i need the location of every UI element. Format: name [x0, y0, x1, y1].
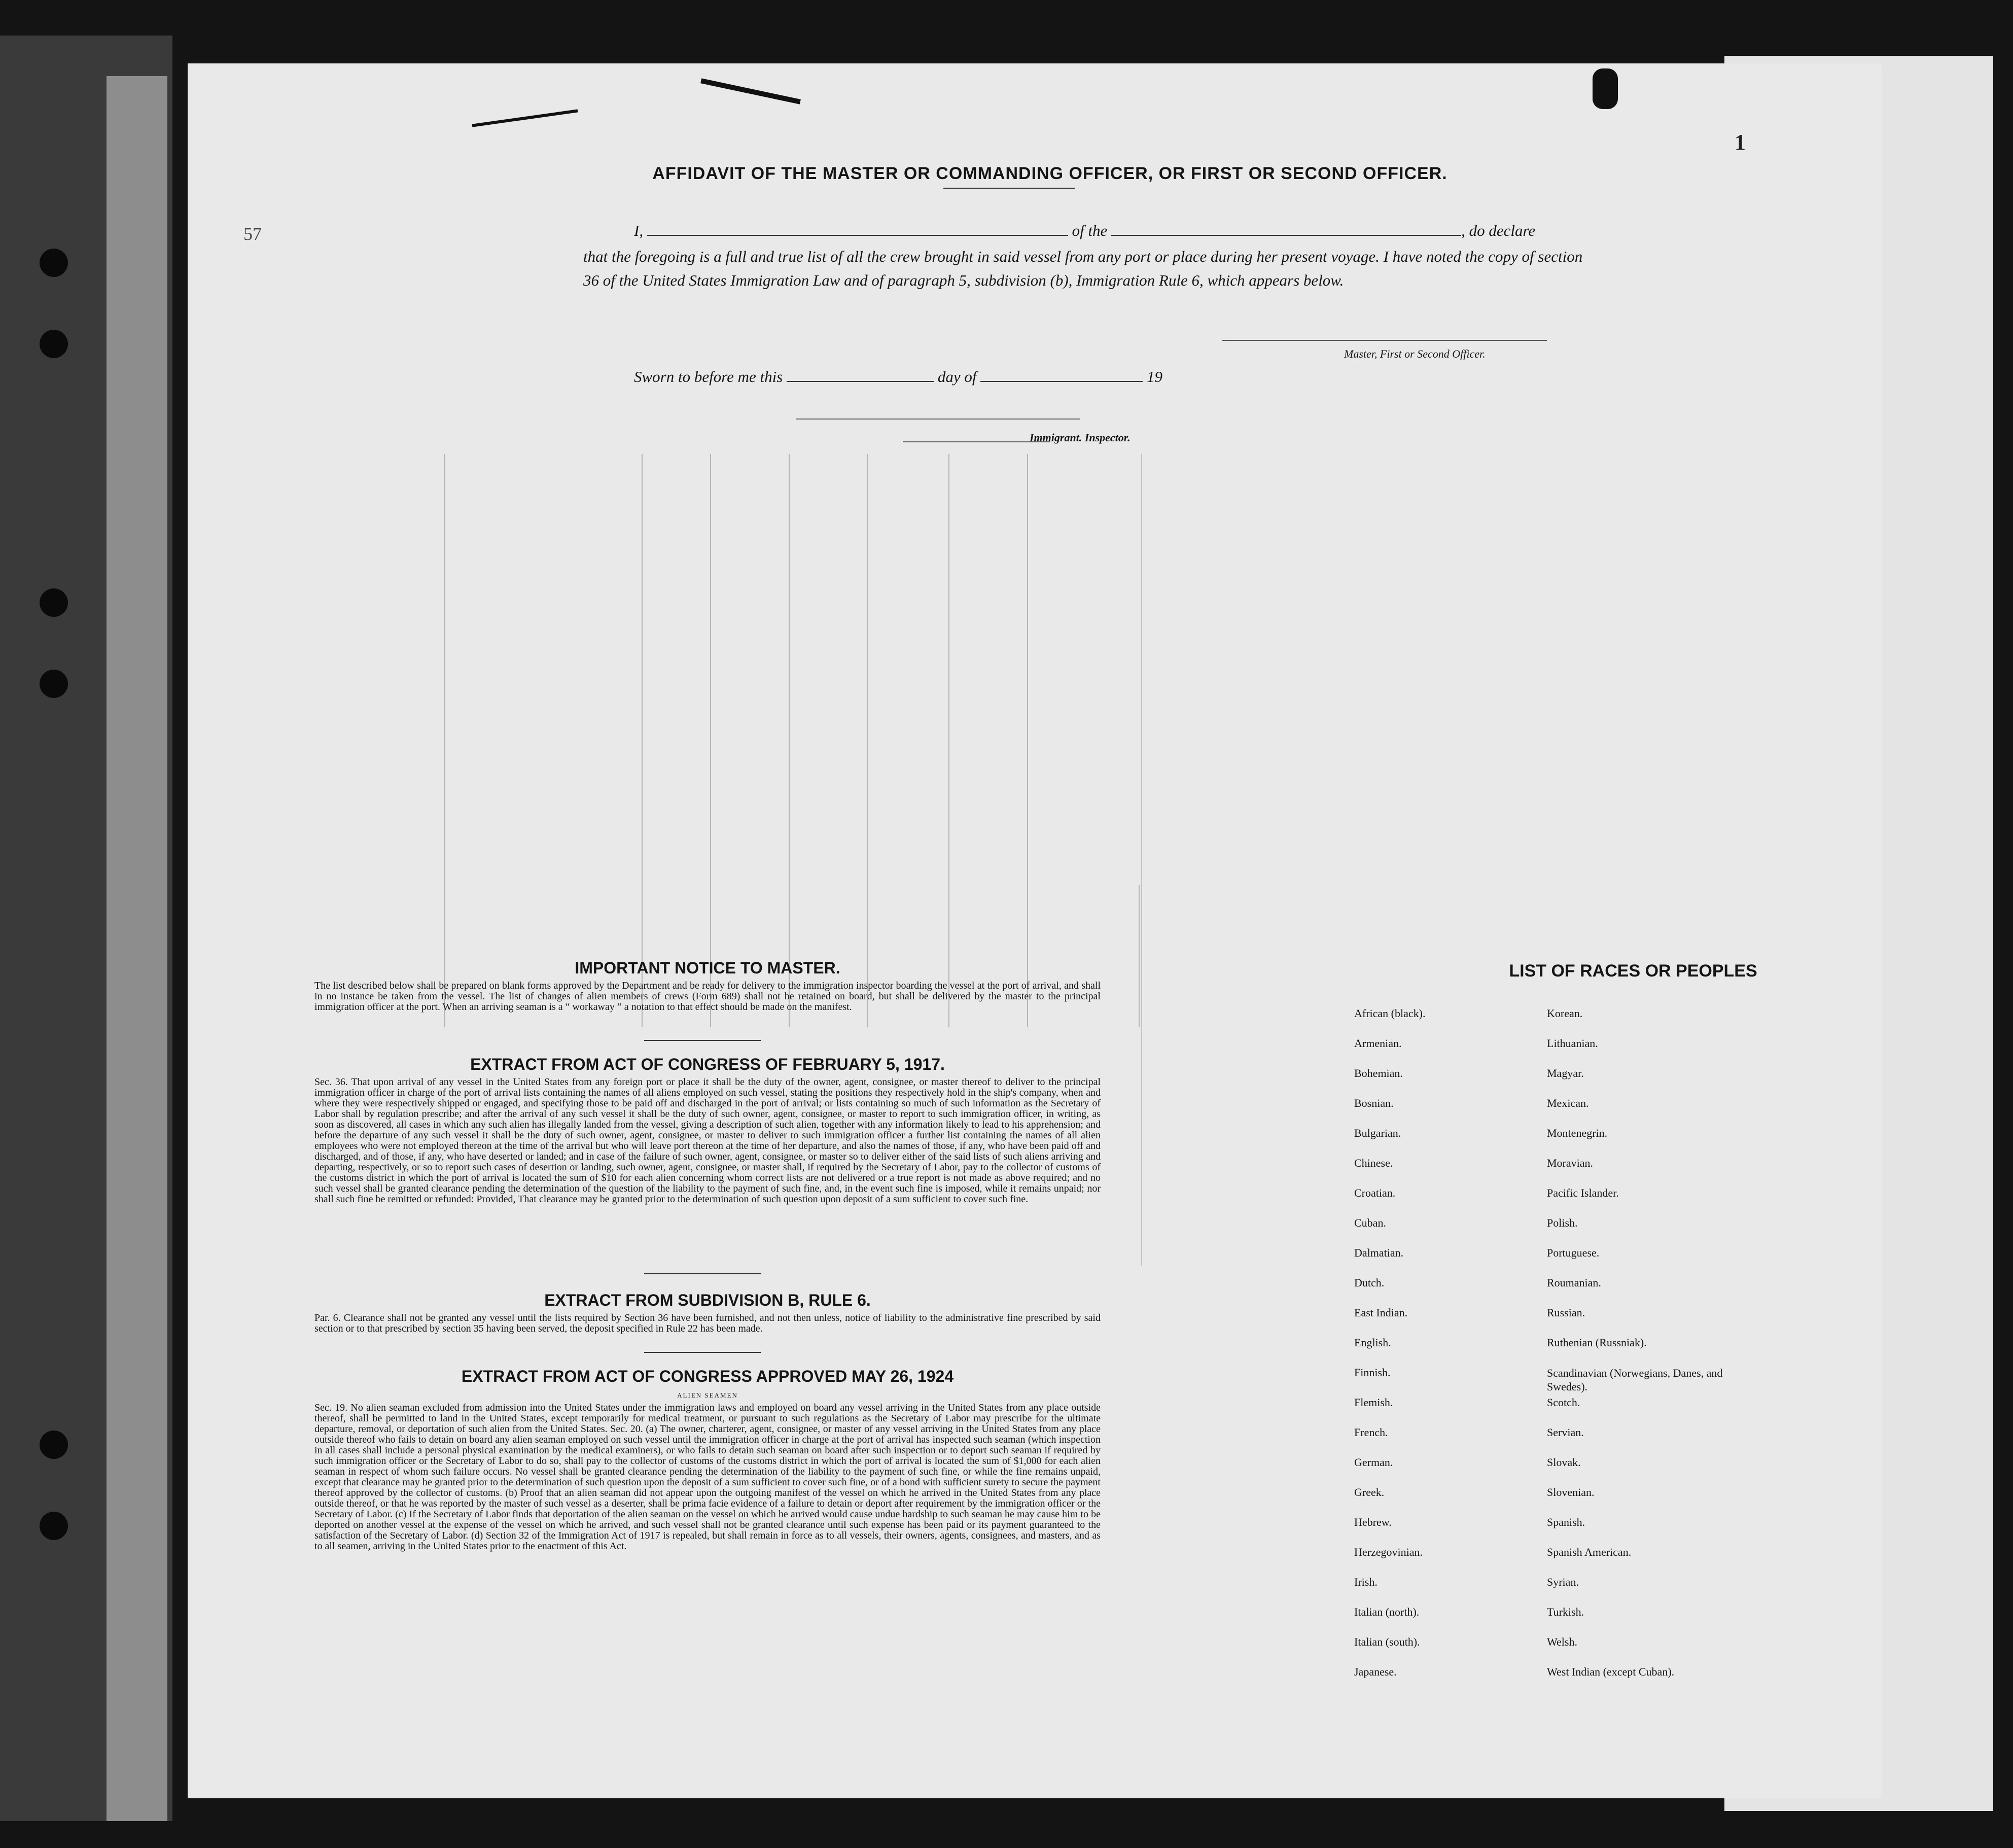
affidavit-of-the: of the — [1072, 222, 1108, 239]
races-title: LIST OF RACES OR PEOPLES — [1509, 961, 1757, 981]
inspector-label: Immigrant. Inspector. — [1030, 431, 1131, 444]
race-item: French. — [1354, 1426, 1388, 1439]
signature-line — [1222, 340, 1547, 341]
binder-hole — [40, 249, 68, 277]
race-item: Bulgarian. — [1354, 1127, 1401, 1139]
race-item: Scotch. — [1547, 1396, 1580, 1409]
section-rule — [644, 1040, 761, 1041]
pen-mark — [472, 109, 578, 127]
extract1-text: Sec. 36. That upon arrival of any vessel in the United States from any foreign port or place it shall be the duty of the owner, agent, consignee, or master thereof to deliver to the principal immigration officer in charge of the port of arrival lists containing the names of all aliens employed on such vessel, stating the positions they respectively hold in the ship's company, when and where they were respectively shipped or engaged, and specifying those to be paid off and discharged in the port of arrival; or lists containing so much of such information as the Secretary of Labor shall by regulation prescribe; and after the arrival of any such vessel it shall be the duty of such owner, agent, consignee, or master to report to such immigration officer, in writing, as soon as discovered, all cases in which any such alien has illegally landed from the vessel, giving a description of such alien, together with any information likely to lead to his apprehension; and before the departure of any such vessel it shall be the duty of such owner, agent, consignee, or master to deliver to such immigration officer a further list containing the names of all alien employees who were not employed thereon at the time of the arrival but who will leave port thereon at the time of her departure, and also the names of those, if any, who have been paid off and discharged, and of those, if any, who have deserted or landed; and in case of the failure of such owner, agent, consignee, or master so to deliver either of the said lists of such aliens arriving and departing, respectively, or so to report such cases of desertion or landing, such owner, agent, consignee, or master shall, if required by the Secretary of Labor, pay to the collector of customs of the customs district in which the port of arrival is located the sum of $10 for each alien concerning whom correct lists are not delivered or a true report is not made as above required; and no such vessel shall be granted clearance pending the determination of the question of the liability to the payment of such fine, and, in the event such fine is imposed, while it remains unpaid; nor shall such fine be remitted or refunded: Provided, That clearance may be granted prior to the determination of such question upon deposit of a sum sufficient to cover such fine. — [314, 1076, 1101, 1205]
race-item: English. — [1354, 1336, 1391, 1349]
binder-hole — [40, 1512, 68, 1540]
race-item: Italian (south). — [1354, 1635, 1420, 1648]
ink-blot — [1593, 68, 1618, 109]
title-rule — [943, 188, 1075, 189]
race-item: Mexican. — [1547, 1097, 1589, 1109]
race-item: Flemish. — [1354, 1396, 1393, 1409]
notice-title: IMPORTANT NOTICE TO MASTER. — [575, 959, 840, 977]
margin-number: 57 — [243, 224, 262, 244]
race-item: Slovak. — [1547, 1456, 1581, 1469]
race-item: Slovenian. — [1547, 1486, 1595, 1498]
sworn-year: 19 — [1146, 368, 1162, 386]
column-rule — [444, 454, 445, 1027]
column-rule — [1141, 454, 1142, 1266]
race-item: Portuguese. — [1547, 1246, 1600, 1259]
race-item: Armenian. — [1354, 1037, 1402, 1050]
extract2-text: Par. 6. Clearance shall not be granted any vessel until the lists required by Section 36 have been furnished, and not then unless, notice of liability to the administrative fine prescribed by said section or to that prescribed by section 35 having been served, the deposit specified in Rule 22 has been made. — [314, 1312, 1101, 1334]
column-rule — [1027, 454, 1028, 1027]
pen-mark — [700, 78, 801, 104]
binder-hole — [40, 330, 68, 358]
name-blank — [647, 221, 1068, 236]
race-item: Montenegrin. — [1547, 1127, 1608, 1139]
race-item: Herzegovinian. — [1354, 1546, 1423, 1558]
race-item: Ruthenian (Russniak). — [1547, 1336, 1647, 1349]
sworn-day: day of — [937, 368, 977, 386]
day-blank — [787, 367, 934, 382]
binder-hole — [40, 670, 68, 698]
column-rule — [1139, 885, 1140, 1027]
race-item: Greek. — [1354, 1486, 1385, 1498]
affidavit-declare: , do declare — [1461, 222, 1536, 239]
race-item: Chinese. — [1354, 1157, 1393, 1169]
extract3-subtitle: ALIEN SEAMEN — [677, 1391, 738, 1399]
race-item: Korean. — [1547, 1007, 1583, 1020]
extract2-title: EXTRACT FROM SUBDIVISION B, RULE 6. — [544, 1291, 871, 1309]
sworn-line — [634, 367, 1162, 386]
race-item: Finnish. — [1354, 1366, 1391, 1379]
section-rule — [644, 1273, 761, 1274]
race-item: Cuban. — [1354, 1216, 1386, 1229]
race-item: Syrian. — [1547, 1576, 1579, 1588]
column-rule — [948, 454, 949, 1027]
column-rule — [710, 454, 711, 1027]
race-item: Servian. — [1547, 1426, 1584, 1439]
binder-hole — [40, 588, 68, 617]
race-item: Spanish. — [1547, 1516, 1585, 1528]
race-item: Scandinavian (Norwegians, Danes, and Swedes). — [1547, 1367, 1723, 1393]
race-item: Croatian. — [1354, 1187, 1396, 1199]
signer-label: Master, First or Second Officer. — [1344, 347, 1486, 360]
race-item: Japanese. — [1354, 1665, 1397, 1678]
race-item: West Indian (except Cuban). — [1547, 1665, 1675, 1678]
race-item: Pacific Islander. — [1547, 1187, 1619, 1199]
notice-text: The list described below shall be prepared on blank forms approved by the Department and be ready for delivery to the immigration inspector boarding the vessel at the port of arrival, and shall in no instance be taken from the vessel. The list of changes of alien members of crews (Form 689) shall not be retained on board, but shall be delivered by the master to the principal immigration officer at the port. When an arriving seaman is a “ workaway ” a notation to that effect should be made on the manifest. — [314, 980, 1101, 1013]
race-item: Lithuanian. — [1547, 1037, 1598, 1050]
document-page — [188, 63, 1882, 1798]
race-item: African (black). — [1354, 1007, 1426, 1020]
race-item: Bosnian. — [1354, 1097, 1394, 1109]
race-item: Turkish. — [1547, 1606, 1584, 1618]
binder-hole — [40, 1431, 68, 1459]
affidavit-line1 — [634, 221, 1535, 240]
race-item: Moravian. — [1547, 1157, 1594, 1169]
affidavit-body: that the foregoing is a full and true list of all the crew brought in said vessel from any port or place during her present voyage. I have noted the copy of section 36 of the United States Immigration Law and of paragraph 5, subdivision (b), Immigration Rule 6, which appears below. — [583, 248, 1583, 289]
race-item: Bohemian. — [1354, 1067, 1403, 1079]
race-item: Dalmatian. — [1354, 1246, 1404, 1259]
month-blank — [980, 367, 1143, 382]
extract3-title: EXTRACT FROM ACT OF CONGRESS APPROVED MAY 26, 1924 — [461, 1367, 954, 1385]
corner-mark: 1 — [1735, 130, 1746, 155]
race-item: Polish. — [1547, 1216, 1578, 1229]
race-item: Magyar. — [1547, 1067, 1584, 1079]
extract3-text: Sec. 19. No alien seaman excluded from admission into the United States under the immigration laws and employed on board any vessel arriving in the United States from any place outside thereof, shall be permitted to land in the United States, except temporarily for medical treatment, or pursuant to such regulations as the Secretary of Labor may prescribe for the ultimate departure, removal, or deportation of such alien from the United States. Sec. 20. (a) The owner, charterer, agent, consignee, or master of any vessel arriving in the United States from any place outside thereof who fails to detain on board any alien seaman employed on such vessel until the immigration officer in charge at the port of arrival has inspected such seaman (which inspection in all cases shall include a personal physical examination by the medical examiners), or who fails to detain such seaman on board after such inspection or to deport such seaman if required by such immigration officer or the Secretary of Labor to do so, shall pay to the collector of customs of the customs district in which the port of arrival is located the sum of $1,000 for each alien seaman in respect of whom such failure occurs. No vessel shall be granted clearance pending the determination of the liability to the payment of such fine, or while the fine remains unpaid, except that clearance may be granted prior to the determination of such question upon the deposit of a sum sufficient to cover such fine, or of a bond with sufficient surety to secure the payment thereof approved by the collector of customs. (b) Proof that an alien seaman did not appear upon the outgoing manifest of the vessel on which he arrived in the United States from any place outside thereof, or that he was reported by the master of such vessel as a deserter, shall be prima facie evidence of a failure to detain or deport after requirement by the immigration officer or the Secretary of Labor. (c) If the Secretary of Labor finds that deportation of the alien seaman on the vessel on which he arrived would cause undue hardship to such seaman he may cause him to be deported on another vessel at the expense of the vessel on which he arrived, and such vessel shall not be granted clearance until such expense has been paid or its payment guaranteed to the satisfaction of the Secretary of Labor. (d) Section 32 of the Immigration Act of 1917 is repealed, but shall remain in force as to all vessels, their owners, agents, consignees, and masters, and as to all seamen, arriving in the United States prior to the enactment of this Act. — [314, 1402, 1101, 1552]
race-item: Hebrew. — [1354, 1516, 1392, 1528]
sworn-prefix: Sworn to before me this — [634, 368, 783, 386]
column-rule — [642, 454, 643, 1027]
column-rule — [789, 454, 790, 1027]
race-item: Irish. — [1354, 1576, 1378, 1588]
race-item: East Indian. — [1354, 1306, 1408, 1319]
race-item: Spanish American. — [1547, 1546, 1632, 1558]
binder-edge — [107, 76, 167, 1821]
race-item: Welsh. — [1547, 1635, 1577, 1648]
affidavit-i: I, — [634, 222, 644, 239]
affidavit-title: AFFIDAVIT OF THE MASTER OR COMMANDING OFFICER, OR FIRST OR SECOND OFFICER. — [652, 164, 1447, 183]
race-item: Roumanian. — [1547, 1276, 1601, 1289]
section-rule — [644, 1352, 761, 1353]
inspector-rule — [903, 441, 1050, 442]
column-rule — [867, 454, 868, 1027]
inspector-rule-upper — [796, 419, 1080, 420]
race-item: Dutch. — [1354, 1276, 1385, 1289]
race-item: Russian. — [1547, 1306, 1585, 1319]
race-item: Italian (north). — [1354, 1606, 1420, 1618]
extract1-title: EXTRACT FROM ACT OF CONGRESS OF FEBRUARY 5, 1917. — [470, 1055, 945, 1073]
race-item: German. — [1354, 1456, 1393, 1469]
vessel-blank — [1111, 221, 1461, 236]
